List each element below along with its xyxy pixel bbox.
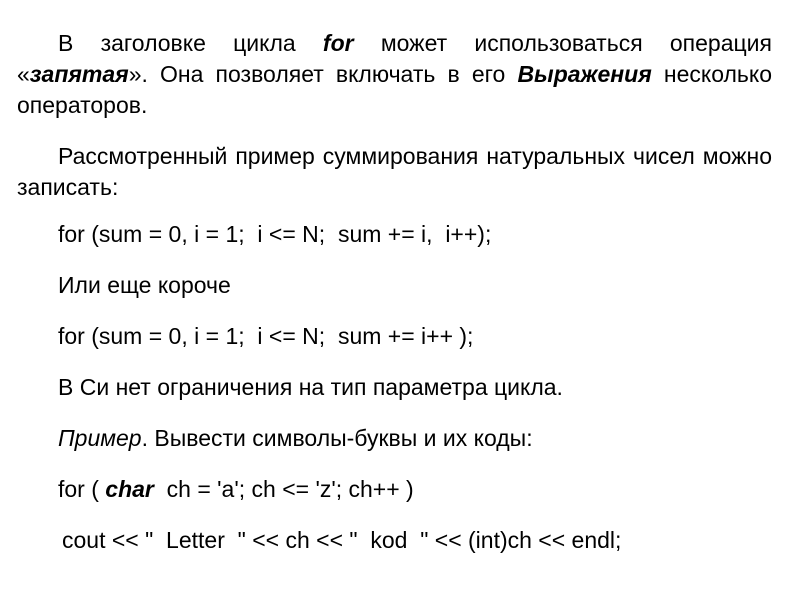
- code-segment: ch = 'a'; ch <= 'z'; ch++ ): [153, 476, 414, 502]
- paragraph-example-intro: [17, 141, 772, 203]
- code-line-3: [58, 474, 772, 505]
- keyword-for: for: [322, 30, 354, 56]
- code-segment: for (: [58, 476, 106, 502]
- keyword-expressions: Выражения: [517, 61, 652, 87]
- paragraph-comma-operator: [17, 28, 772, 121]
- slide-content: [17, 28, 772, 576]
- text-line-param-type: В Си нет ограничения на тип параметра цикла.: [58, 374, 563, 400]
- keyword-char: char: [105, 476, 154, 502]
- text-segment: несколько операторов.: [17, 61, 772, 118]
- text-segment: В заголовке цикла: [58, 30, 323, 56]
- text-segment: . Вывести символы-буквы и их коды:: [141, 425, 533, 451]
- text-segment: ». Она позволяет включать в его: [128, 61, 518, 87]
- text-segment: Рассмотренный пример суммирования натуральных чисел можно записать:: [17, 143, 772, 200]
- text-line-example: [58, 423, 772, 454]
- code-line-4: cout << " Letter " << ch << " kod " << (int)ch << endl;: [62, 527, 622, 553]
- keyword-comma: запятая: [29, 61, 129, 87]
- text-segment: может использоваться операция «: [17, 30, 772, 87]
- code-line-1: for (sum = 0, i = 1; i <= N; sum += i, i++);: [58, 221, 492, 247]
- code-line-2: for (sum = 0, i = 1; i <= N; sum += i++ );: [58, 323, 474, 349]
- text-line-shorter: Или еще короче: [58, 272, 231, 298]
- example-label: Пример: [58, 425, 142, 451]
